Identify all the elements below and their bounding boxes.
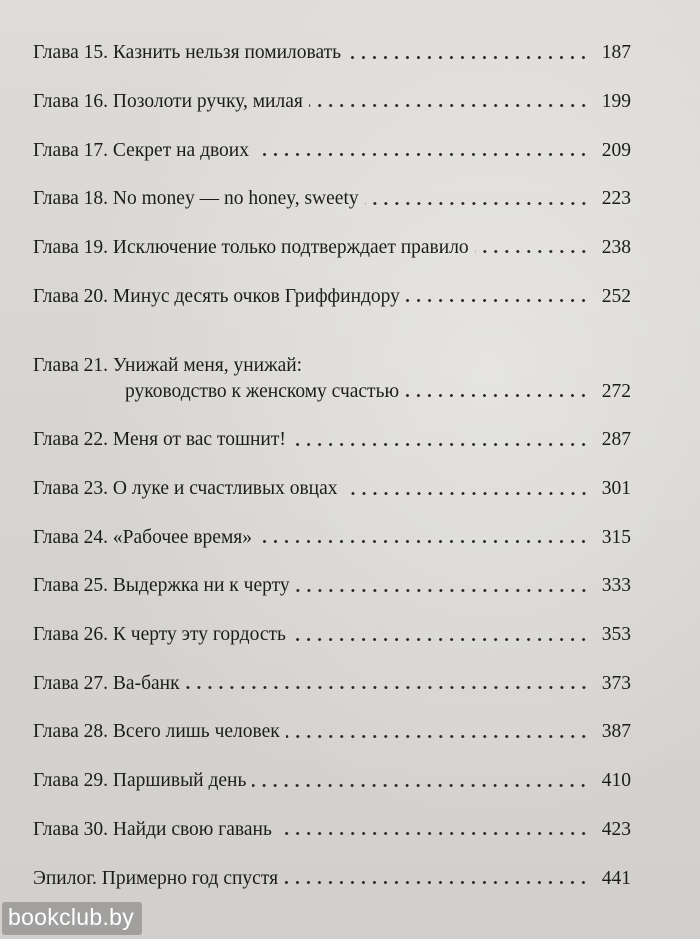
toc-entry-chapter-28 [33, 693, 631, 742]
dot-leader [286, 735, 589, 738]
site-watermark: bookclub.by [2, 902, 142, 935]
toc-entry-page: 301 [601, 478, 631, 499]
toc-entry-title: Глава 23. О луке и счастливых овцах [33, 478, 338, 499]
toc-entry-page: 238 [601, 236, 631, 258]
toc-entry-title: Глава 19. Исключение только подтверждает правило [33, 236, 469, 258]
toc-entry-title: Глава 18. No money — no honey, sweety [33, 188, 359, 210]
dot-leader [296, 589, 589, 592]
toc-entry-page: 373 [601, 672, 631, 694]
toc-entry-title-line2: руководство к женскому счастью [125, 380, 400, 402]
toc-entry-title: Глава 27. Ва-банк [33, 672, 180, 694]
toc-entry-chapter-26 [33, 596, 631, 645]
toc-entry-title: Эпилог. Примерно год спустя [33, 867, 279, 889]
toc-entry-chapter-20 [33, 257, 631, 306]
toc-entry-chapter-15 [33, 14, 631, 63]
dot-leader [278, 832, 589, 835]
table-of-contents [33, 14, 631, 888]
toc-entry-chapter-25 [33, 547, 631, 596]
toc-entry-title: Глава 30. Найди свою гавань [33, 818, 272, 840]
dot-leader [365, 202, 589, 205]
toc-entry-page: 441 [601, 867, 631, 889]
toc-entry-title: Глава 22. Меня от вас тошнит! [33, 429, 286, 451]
dot-leader [475, 250, 589, 253]
toc-entry-page: 272 [601, 380, 631, 402]
toc-entry-title: Глава 17. Секрет на двоих [33, 139, 249, 161]
toc-entry-chapter-17 [33, 111, 631, 160]
toc-entry-chapter-21 [33, 306, 631, 401]
toc-entry-title: Глава 26. К черту эту гордость [33, 624, 286, 646]
toc-entry-title: Глава 24. «Рабочее время» [33, 526, 253, 548]
toc-entry-chapter-19 [33, 209, 631, 258]
dot-leader [292, 443, 589, 446]
dot-leader [255, 153, 589, 156]
toc-entry-chapter-18 [33, 160, 631, 209]
dot-leader [347, 56, 589, 59]
toc-entry-continuation [33, 382, 631, 402]
toc-entry-page: 223 [601, 188, 631, 210]
toc-entry-chapter-24 [33, 499, 631, 548]
toc-entry-page: 252 [601, 285, 631, 307]
dot-leader [405, 394, 589, 397]
toc-entry-epilogue [33, 839, 631, 888]
toc-entry-page: 187 [601, 42, 631, 64]
toc-entry-title: Глава 28. Всего лишь человек [33, 721, 280, 743]
toc-entry-page: 287 [601, 429, 631, 451]
toc-entry-page: 199 [601, 90, 631, 112]
toc-entry-title: Глава 25. Выдержка ни к черту [33, 575, 290, 597]
toc-entry-page: 315 [601, 526, 631, 548]
toc-entry-title: Глава 16. Позолоти ручку, милая [33, 90, 303, 112]
toc-entry-page: 423 [601, 818, 631, 840]
toc-entry-title: Глава 29. Паршивый день [33, 770, 247, 792]
dot-leader [406, 299, 589, 302]
toc-entry-chapter-22 [33, 401, 631, 450]
dot-leader [186, 686, 589, 689]
toc-entry-chapter-29 [33, 742, 631, 791]
dot-leader [292, 638, 589, 641]
toc-entry-chapter-27 [33, 645, 631, 694]
toc-entry-title: Глава 20. Минус десять очков Гриффиндору [33, 285, 400, 307]
toc-entry-title: Глава 21. Унижай меня, унижай: [33, 354, 303, 376]
toc-entry-page: 333 [601, 575, 631, 597]
dot-leader [258, 540, 589, 543]
dot-leader [309, 104, 589, 107]
toc-entry-page: 209 [601, 139, 631, 161]
toc-entry-title: Глава 15. Казнить нельзя помиловать [33, 42, 342, 64]
toc-entry-chapter-16 [33, 63, 631, 112]
toc-entry-page: 353 [601, 624, 631, 646]
toc-entry-chapter-30 [33, 791, 631, 840]
toc-entry-page: 410 [601, 770, 631, 792]
dot-leader [344, 492, 589, 495]
dot-leader [252, 784, 589, 787]
toc-entry-page: 387 [601, 721, 631, 743]
dot-leader [284, 881, 589, 884]
toc-entry-chapter-23 [33, 450, 631, 499]
